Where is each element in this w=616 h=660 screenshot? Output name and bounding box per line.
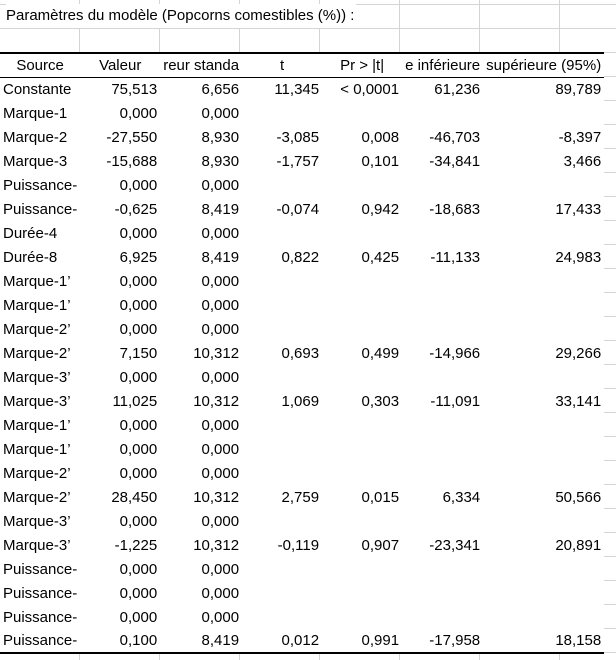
table-row — [0, 149, 604, 173]
p-value-cell[interactable] — [322, 557, 402, 581]
borne-inferieure-cell[interactable] — [402, 293, 483, 317]
valeur-cell[interactable]: 0,000 — [80, 173, 160, 197]
p-value-cell[interactable]: 0,907 — [322, 533, 402, 557]
valeur-cell[interactable]: 0,000 — [80, 293, 160, 317]
source-cell[interactable]: Durée-8 — [0, 245, 80, 269]
valeur-cell[interactable]: -1,225 — [80, 533, 160, 557]
borne-superieure-cell[interactable] — [483, 461, 604, 485]
source-cell[interactable]: Marque-3’ — [0, 533, 80, 557]
borne-inferieure-cell[interactable]: -34,841 — [402, 149, 483, 173]
source-cell[interactable]: Puissance- — [0, 581, 80, 605]
borne-inferieure-cell[interactable] — [402, 605, 483, 629]
t-cell[interactable] — [242, 557, 322, 581]
t-cell[interactable] — [242, 269, 322, 293]
erreur-standard-cell[interactable]: 0,000 — [160, 437, 242, 461]
borne-superieure-cell[interactable] — [483, 101, 604, 125]
borne-inferieure-cell[interactable]: 6,334 — [402, 485, 483, 509]
table-row — [0, 221, 604, 245]
t-cell[interactable] — [242, 437, 322, 461]
valeur-cell[interactable]: 0,000 — [80, 365, 160, 389]
valeur-cell[interactable]: 28,450 — [80, 485, 160, 509]
borne-inferieure-cell[interactable] — [402, 437, 483, 461]
source-cell[interactable]: Marque-2’ — [0, 341, 80, 365]
erreur-standard-cell[interactable]: 0,000 — [160, 221, 242, 245]
t-cell[interactable] — [242, 293, 322, 317]
table-row — [0, 293, 604, 317]
valeur-cell[interactable]: 0,000 — [80, 437, 160, 461]
erreur-standard-cell[interactable]: 8,930 — [160, 149, 242, 173]
borne-superieure-cell[interactable]: 18,158 — [483, 629, 604, 653]
source-cell[interactable]: Marque-1 — [0, 101, 80, 125]
table-row — [0, 389, 604, 413]
p-value-cell[interactable]: 0,303 — [322, 389, 402, 413]
erreur-standard-cell[interactable]: 0,000 — [160, 101, 242, 125]
erreur-standard-cell[interactable]: 6,656 — [160, 77, 242, 101]
t-cell[interactable]: 11,345 — [242, 77, 322, 101]
table-row — [0, 341, 604, 365]
t-cell[interactable]: 2,759 — [242, 485, 322, 509]
table-row — [0, 533, 604, 557]
p-value-cell[interactable] — [322, 101, 402, 125]
borne-inferieure-cell[interactable] — [402, 173, 483, 197]
valeur-cell[interactable]: 0,000 — [80, 317, 160, 341]
p-value-cell[interactable] — [322, 269, 402, 293]
source-cell[interactable]: Marque-3 — [0, 149, 80, 173]
p-value-cell[interactable]: 0,101 — [322, 149, 402, 173]
source-cell[interactable]: Marque-1’ — [0, 269, 80, 293]
borne-superieure-cell[interactable]: 29,266 — [483, 341, 604, 365]
t-cell[interactable] — [242, 221, 322, 245]
borne-inferieure-cell[interactable] — [402, 413, 483, 437]
table-row — [0, 77, 604, 101]
table-row — [0, 557, 604, 581]
erreur-standard-cell[interactable]: 8,419 — [160, 629, 242, 653]
table-row — [0, 173, 604, 197]
header-t[interactable]: t — [242, 53, 322, 77]
t-cell[interactable]: -1,757 — [242, 149, 322, 173]
p-value-cell[interactable]: 0,015 — [322, 485, 402, 509]
p-value-cell[interactable] — [322, 365, 402, 389]
valeur-cell[interactable]: 0,000 — [80, 413, 160, 437]
header-p-value[interactable]: Pr > |t| — [322, 53, 402, 77]
t-cell[interactable] — [242, 173, 322, 197]
borne-inferieure-cell[interactable] — [402, 509, 483, 533]
borne-superieure-cell[interactable] — [483, 413, 604, 437]
valeur-cell[interactable]: 11,025 — [80, 389, 160, 413]
borne-inferieure-cell[interactable]: -14,966 — [402, 341, 483, 365]
table-row — [0, 197, 604, 221]
t-cell[interactable] — [242, 365, 322, 389]
borne-inferieure-cell[interactable] — [402, 269, 483, 293]
erreur-standard-cell[interactable]: 0,000 — [160, 365, 242, 389]
borne-inferieure-cell[interactable] — [402, 221, 483, 245]
source-cell[interactable]: Marque-2’ — [0, 485, 80, 509]
valeur-cell[interactable]: 0,000 — [80, 461, 160, 485]
borne-inferieure-cell[interactable]: 61,236 — [402, 77, 483, 101]
borne-superieure-cell[interactable]: 50,566 — [483, 485, 604, 509]
erreur-standard-cell[interactable]: 0,000 — [160, 581, 242, 605]
p-value-cell[interactable] — [322, 509, 402, 533]
source-cell[interactable]: Marque-3’ — [0, 365, 80, 389]
borne-inferieure-cell[interactable] — [402, 557, 483, 581]
t-cell[interactable]: -0,119 — [242, 533, 322, 557]
borne-superieure-cell[interactable] — [483, 365, 604, 389]
borne-inferieure-cell[interactable]: -11,133 — [402, 245, 483, 269]
header-row — [0, 53, 604, 77]
table-row — [0, 413, 604, 437]
erreur-standard-cell[interactable]: 0,000 — [160, 605, 242, 629]
source-cell[interactable]: Constante — [0, 77, 80, 101]
p-value-cell[interactable]: 0,499 — [322, 341, 402, 365]
borne-inferieure-cell[interactable]: -23,341 — [402, 533, 483, 557]
borne-superieure-cell[interactable] — [483, 317, 604, 341]
erreur-standard-cell[interactable]: 0,000 — [160, 269, 242, 293]
table-row — [0, 365, 604, 389]
t-cell[interactable]: -0,074 — [242, 197, 322, 221]
table-row — [0, 125, 604, 149]
borne-superieure-cell[interactable] — [483, 293, 604, 317]
table-row — [0, 461, 604, 485]
valeur-cell[interactable]: 0,000 — [80, 221, 160, 245]
valeur-cell[interactable]: 0,000 — [80, 557, 160, 581]
table-row — [0, 269, 604, 293]
erreur-standard-cell[interactable]: 10,312 — [160, 341, 242, 365]
table-row — [0, 509, 604, 533]
borne-superieure-cell[interactable]: -8,397 — [483, 125, 604, 149]
erreur-standard-cell[interactable]: 0,000 — [160, 173, 242, 197]
t-cell[interactable]: -3,085 — [242, 125, 322, 149]
valeur-cell[interactable]: 6,925 — [80, 245, 160, 269]
p-value-cell[interactable]: < 0,0001 — [322, 77, 402, 101]
borne-superieure-cell[interactable]: 89,789 — [483, 77, 604, 101]
borne-superieure-cell[interactable] — [483, 173, 604, 197]
valeur-cell[interactable]: 0,000 — [80, 605, 160, 629]
valeur-cell[interactable]: 75,513 — [80, 77, 160, 101]
p-value-cell[interactable] — [322, 413, 402, 437]
source-cell[interactable]: Marque-3’ — [0, 389, 80, 413]
p-value-cell[interactable]: 0,008 — [322, 125, 402, 149]
p-value-cell[interactable] — [322, 173, 402, 197]
erreur-standard-cell[interactable]: 0,000 — [160, 509, 242, 533]
borne-inferieure-cell[interactable]: -18,683 — [402, 197, 483, 221]
borne-superieure-cell[interactable] — [483, 605, 604, 629]
table-row — [0, 485, 604, 509]
header-valeur[interactable]: Valeur — [80, 53, 160, 77]
erreur-standard-cell[interactable]: 10,312 — [160, 485, 242, 509]
borne-superieure-cell[interactable] — [483, 581, 604, 605]
borne-superieure-cell[interactable] — [483, 437, 604, 461]
erreur-standard-cell[interactable]: 8,419 — [160, 245, 242, 269]
p-value-cell[interactable] — [322, 317, 402, 341]
borne-inferieure-cell[interactable] — [402, 365, 483, 389]
source-cell[interactable]: Marque-1’ — [0, 437, 80, 461]
parameters-table — [0, 52, 604, 654]
borne-inferieure-cell[interactable]: -11,091 — [402, 389, 483, 413]
erreur-standard-cell[interactable]: 0,000 — [160, 461, 242, 485]
table-row — [0, 629, 604, 653]
table-row — [0, 581, 604, 605]
valeur-cell[interactable]: 0,000 — [80, 509, 160, 533]
source-cell[interactable]: Marque-2’ — [0, 317, 80, 341]
source-cell[interactable]: Puissance- — [0, 173, 80, 197]
t-cell[interactable] — [242, 317, 322, 341]
valeur-cell[interactable]: 0,000 — [80, 581, 160, 605]
borne-superieure-cell[interactable]: 20,891 — [483, 533, 604, 557]
borne-inferieure-cell[interactable]: -17,958 — [402, 629, 483, 653]
erreur-standard-cell[interactable]: 0,000 — [160, 317, 242, 341]
borne-superieure-cell[interactable] — [483, 269, 604, 293]
t-cell[interactable] — [242, 461, 322, 485]
p-value-cell[interactable] — [322, 581, 402, 605]
table-row — [0, 437, 604, 461]
erreur-standard-cell[interactable]: 10,312 — [160, 533, 242, 557]
valeur-cell[interactable]: -15,688 — [80, 149, 160, 173]
borne-superieure-cell[interactable]: 17,433 — [483, 197, 604, 221]
t-cell[interactable] — [242, 413, 322, 437]
borne-superieure-cell[interactable] — [483, 557, 604, 581]
erreur-standard-cell[interactable]: 10,312 — [160, 389, 242, 413]
borne-superieure-cell[interactable]: 33,141 — [483, 389, 604, 413]
table-row — [0, 317, 604, 341]
erreur-standard-cell[interactable]: 0,000 — [160, 413, 242, 437]
borne-inferieure-cell[interactable] — [402, 581, 483, 605]
header-erreur-standard[interactable]: reur standa — [160, 53, 242, 77]
valeur-cell[interactable]: 0,100 — [80, 629, 160, 653]
borne-inferieure-cell[interactable] — [402, 101, 483, 125]
p-value-cell[interactable] — [322, 221, 402, 245]
t-cell[interactable] — [242, 605, 322, 629]
t-cell[interactable]: 1,069 — [242, 389, 322, 413]
source-cell[interactable]: Marque-3’ — [0, 509, 80, 533]
table-title[interactable]: Paramètres du modèle (Popcorns comestibles (%)) : — [6, 4, 356, 28]
table-row — [0, 101, 604, 125]
source-cell[interactable]: Marque-1’ — [0, 293, 80, 317]
valeur-cell[interactable]: -0,625 — [80, 197, 160, 221]
t-cell[interactable] — [242, 101, 322, 125]
source-cell[interactable]: Puissance- — [0, 197, 80, 221]
table-row — [0, 245, 604, 269]
borne-inferieure-cell[interactable] — [402, 317, 483, 341]
table-row — [0, 605, 604, 629]
borne-superieure-cell[interactable] — [483, 509, 604, 533]
erreur-standard-cell[interactable]: 0,000 — [160, 557, 242, 581]
source-cell[interactable]: Puissance- — [0, 557, 80, 581]
p-value-cell[interactable] — [322, 293, 402, 317]
header-borne-superieure[interactable]: supérieure (95%) — [483, 53, 604, 77]
erreur-standard-cell[interactable]: 8,419 — [160, 197, 242, 221]
source-cell[interactable]: Marque-1’ — [0, 413, 80, 437]
p-value-cell[interactable]: 0,425 — [322, 245, 402, 269]
p-value-cell[interactable]: 0,942 — [322, 197, 402, 221]
source-cell[interactable]: Marque-2 — [0, 125, 80, 149]
borne-inferieure-cell[interactable]: -46,703 — [402, 125, 483, 149]
t-cell[interactable]: 0,822 — [242, 245, 322, 269]
source-cell[interactable]: Puissance- — [0, 629, 80, 653]
source-cell[interactable]: Durée-4 — [0, 221, 80, 245]
borne-inferieure-cell[interactable] — [402, 461, 483, 485]
valeur-cell[interactable]: -27,550 — [80, 125, 160, 149]
p-value-cell[interactable]: 0,991 — [322, 629, 402, 653]
valeur-cell[interactable]: 7,150 — [80, 341, 160, 365]
p-value-cell[interactable] — [322, 605, 402, 629]
t-cell[interactable]: 0,693 — [242, 341, 322, 365]
borne-superieure-cell[interactable] — [483, 221, 604, 245]
t-cell[interactable] — [242, 509, 322, 533]
header-borne-inferieure[interactable]: e inférieure — [402, 53, 483, 77]
source-cell[interactable]: Marque-2’ — [0, 461, 80, 485]
t-cell[interactable] — [242, 581, 322, 605]
borne-superieure-cell[interactable]: 3,466 — [483, 149, 604, 173]
valeur-cell[interactable]: 0,000 — [80, 101, 160, 125]
valeur-cell[interactable]: 0,000 — [80, 269, 160, 293]
borne-superieure-cell[interactable]: 24,983 — [483, 245, 604, 269]
p-value-cell[interactable] — [322, 461, 402, 485]
erreur-standard-cell[interactable]: 0,000 — [160, 293, 242, 317]
p-value-cell[interactable] — [322, 437, 402, 461]
erreur-standard-cell[interactable]: 8,930 — [160, 125, 242, 149]
header-source[interactable]: Source — [0, 53, 80, 77]
t-cell[interactable]: 0,012 — [242, 629, 322, 653]
source-cell[interactable]: Puissance- — [0, 605, 80, 629]
